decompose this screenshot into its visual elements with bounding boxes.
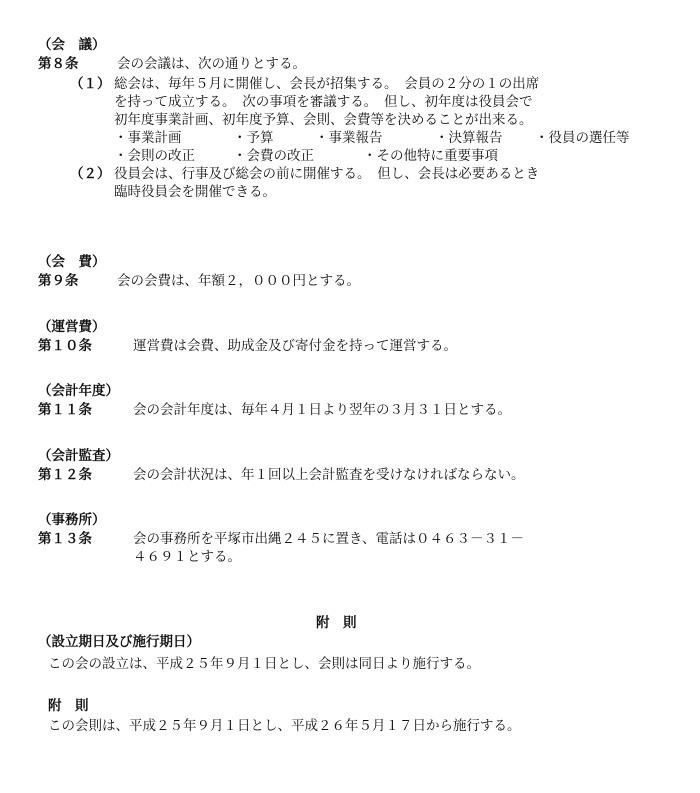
bullet-item: ・決算報告 [435,130,503,146]
article-12-text: 会の会計状況は、年１回以上会計監査を受けなければならない。 [133,467,525,483]
bullet-item: ・その他特に重要事項 [363,148,498,164]
article-13-line1: 会の事務所を平塚市出縄２４５に置き、電話は０４６３－３１－ [133,531,524,547]
article-8-item2-line2: 臨時役員会を開催できる。 [114,184,276,200]
bullet-item: ・事業計画 [114,130,182,146]
article-11-text: 会の会計年度は、毎年４月１日より翌年の３月３１日とする。 [133,402,511,418]
article-9-label: 第９条 [38,273,79,289]
article-10-text: 運営費は会費、助成金及び寄付金を持って運営する。 [133,338,457,354]
article-11-heading: （会計年度） [38,383,119,399]
supplement-text-2: この会則は、平成２５年９月１日とし、平成２６年５月１７日から施行する。 [48,718,521,734]
article-8-item2-number: （２） [70,166,111,182]
article-8-label: 第８条 [38,56,79,72]
article-8-item1-line1: 総会は、毎年５月に開催し、会長が招集する。 会員の２分の１の出席 [114,76,540,92]
article-13-label: 第１３条 [38,531,92,547]
supplement-title: 附 則 [316,615,357,631]
article-12-heading: （会計監査） [38,448,119,464]
article-13-heading: （事務所） [38,512,106,528]
bullet-item: ・会費の改正 [233,148,314,164]
article-13-line2: ４６９１とする。 [133,549,241,565]
article-11-label: 第１１条 [38,402,92,418]
article-9-heading: （会 費） [38,254,106,270]
bullet-item: ・役員の選任等 [535,130,630,146]
bullet-item: ・事業報告 [315,130,383,146]
article-10-label: 第１０条 [38,338,92,354]
article-8-text: 会の会議は、次の通りとする。 [117,56,306,72]
article-12-label: 第１２条 [38,467,92,483]
bullet-item: ・予算 [233,130,274,146]
supplement-heading: （設立期日及び施行期日） [38,634,200,650]
supplement-text: この会の設立は、平成２５年９月１日とし、会則は同日より施行する。 [48,656,480,672]
article-9-text: 会の会費は、年額２，０００円とする。 [117,273,360,289]
bullet-item: ・会則の改正 [114,148,195,164]
article-10-heading: （運営費） [38,319,106,335]
article-8-item1-number: （１） [70,76,111,92]
article-8-item1-line2: を持って成立する。 次の事項を審議する。 但し、初年度は役員会で [114,94,533,110]
article-8-item1-line3: 初年度事業計画、初年度予算、会則、会費等を決めることが出来る。 [114,112,533,128]
article-8-heading: （会 議） [38,37,106,53]
article-8-item2-line1: 役員会は、行事及び総会の前に開催する。 但し、会長は必要あるとき [114,166,540,182]
supplement-title-2: 附 則 [48,698,89,714]
